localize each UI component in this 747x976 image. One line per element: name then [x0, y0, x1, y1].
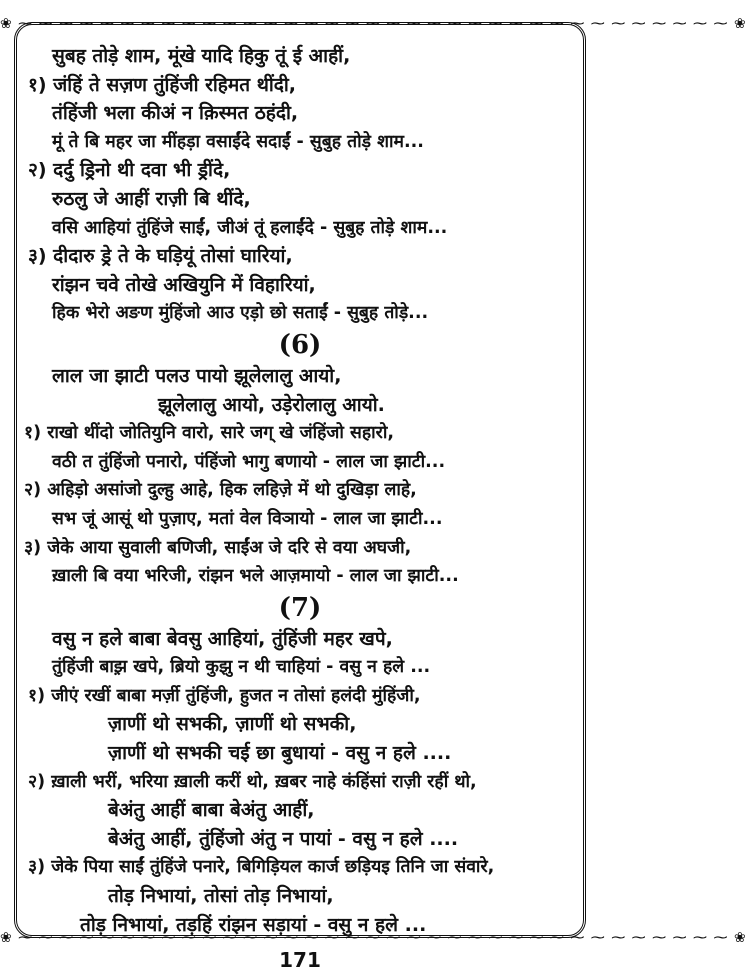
verse-line: ३) जेके आया सुवाली बणिजी, साईंअ जे दरि से वया अघजी, [24, 537, 412, 558]
verse-line: ज़ाणीं थो सभकी चई छा बुधायां - वसु न हले .... [108, 742, 452, 765]
verse-line: तुंहिंजी बाझ़ खपे, ब्रियो कुझु न थी चाहियां - वसु न हले ... [52, 657, 431, 678]
verse-line: वसु न हले बाबा बेवसु आहियां, तुंहिंजी महर खपे, [52, 627, 393, 650]
verse-line: १) जंहिं ते सज़ण तुंहिंजी रहिमत थींदी, [28, 73, 296, 96]
verse-line: बेअंतु आहीं, तुंहिंजो अंतु न पायां - वसु न हले .... [108, 827, 459, 850]
verse-line: १) जीएं रखीं बाबा मर्ज़ी तुंहिंजी, हुजत न तोसां हलंदी मुंहिंजी, [28, 685, 421, 706]
verse-line: बेअंतु आहीं बाबा बेअंतु आहीं, [108, 799, 315, 822]
verse-line: मूं ते बि महर जा मींहड़ा वसाईंदे सदाईं - सुबुह तोड़े शाम... [52, 131, 424, 152]
verse-line: रांझन चवे तोखे अखियुनि में विहारियां, [52, 273, 316, 296]
verse-line: वसि आहियां तुंहिंजे साईं, जीअं तूं हलाईंदे - सुबुह तोड़े शाम... [52, 217, 448, 238]
verse-line: तोड़ निभायां, तोसां तोड़ निभायां, [108, 885, 334, 908]
page-number: 171 [279, 948, 321, 972]
verse-line: तोड़ निभायां, तड़हिं रांझन सड़ायां - वसु न हले ... [80, 913, 427, 936]
verse-line: २) ख़ाली भरीं, भरिया ख़ाली करीं थो, ख़बर नाहे कंहिंसां राज़ी रहीं थो, [28, 771, 477, 792]
verse-line: ज़ाणीं थो सभकी, ज़ाणीं थो सभकी, [108, 713, 357, 736]
verse-line: लाल जा झाटी पलउ पायो झूलेलालु आयो, [52, 364, 342, 387]
verse-line: ३) जेके पिया साईं तुंहिंजे पनारे, बिगिड़ियल कार्ज छड़ियइ तिनि जा संवारे, [28, 857, 495, 878]
bottom-ornament: ❀ ⁓ ⁓ ⁓ ⁓ ⁓ ⁓ ⁓ ⁓ ⁓ ⁓ ⁓ ⁓ ⁓ ⁓ ⁓ ⁓ ⁓ ⁓ ⁓ ⁓ ⁓ ⁓ ⁓ ⁓ ⁓ ⁓ ⁓ ⁓ ⁓ ⁓ ⁓ ⁓ ⁓ ⁓ ⁓ ❀ [0, 930, 747, 946]
verse-line: ख़ाली बि वया भरिजी, रांझन भले आज़मायो - लाल जा झाटी... [52, 566, 459, 587]
verse-line: वठी त तुंहिंजो पनारो, पंहिंजो भागु बणायो - लाल जा झाटी... [52, 451, 446, 472]
verse-line: तंहिंजी भला कीअं न क़िस्मत ठहंदी, [52, 102, 299, 125]
verse-line: सुबह तोड़े शाम, मूंखे यादि हिकु तूं ई आहीं, [52, 45, 351, 67]
verse-line: हिक भेरो अङण मुंहिंजो आउ एड़ो छो सताईं - सुबुह तोड़े... [52, 303, 429, 324]
verse-line: झूलेलालु आयो, उड़ेरोलालु आयो. [158, 393, 385, 416]
song-number-heading: (6) [278, 329, 322, 360]
page-content [24, 42, 576, 936]
verse-line: २) दर्दु ड्रिनो थी दवा भी ड्रींदे, [28, 159, 231, 182]
verse-line: ३) दीदारु ड्रे ते के घड़ियूं तोसां घारियां, [28, 245, 293, 268]
verse-line: २) अहिड़ो असांजो दुल्हु आहे, हिक लहिज़े में थो दुखिड़ा लाहे, [24, 480, 417, 501]
song-number-heading: (7) [278, 592, 322, 623]
verse-line: रुठलु जे आहीं राज़ी बि थींदे, [52, 187, 251, 210]
verse-line: १) राखो थींदो जोतियुनि वारो, सारे जग् खे जंहिंजो सहारो, [24, 423, 395, 444]
top-ornament: ❀ ⁓ ⁓ ⁓ ⁓ ⁓ ⁓ ⁓ ⁓ ⁓ ⁓ ⁓ ⁓ ⁓ ⁓ ⁓ ⁓ ⁓ ⁓ ⁓ ⁓ ⁓ ⁓ ⁓ ⁓ ⁓ ⁓ ⁓ ⁓ ⁓ ⁓ ⁓ ⁓ ⁓ ⁓ ⁓ ❀ [0, 16, 747, 32]
verse-line: सभ जूं आसूं थो पुज़ाए, मतां वेल विञायो - लाल जा झाटी... [52, 508, 443, 529]
